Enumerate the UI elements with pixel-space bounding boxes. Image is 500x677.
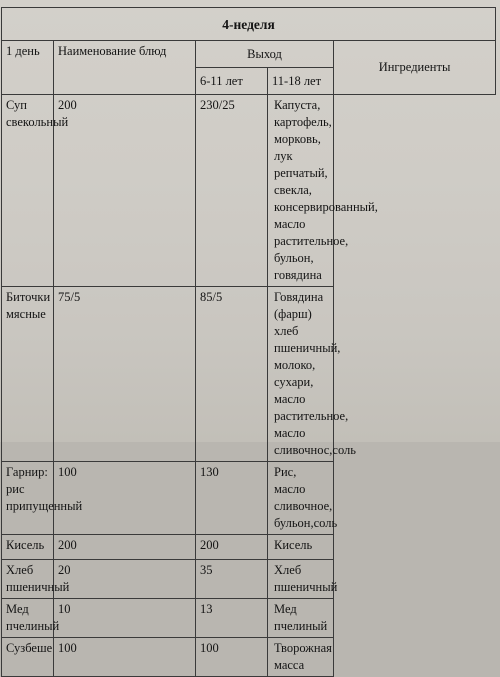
dish-name: Суп свекольный	[2, 95, 54, 287]
table-row	[2, 287, 496, 462]
output-6-11: 100	[54, 638, 196, 677]
ingredients-cell: Творожная масса	[268, 638, 334, 677]
output-6-11: 200	[54, 95, 196, 287]
age-11-18-header: 11-18 лет	[268, 68, 334, 95]
week-row	[2, 8, 496, 41]
dish-name: Гарнир: рис припущенный	[2, 462, 54, 535]
header-row	[2, 41, 496, 68]
ingredients-cell: Хлеб пшеничный	[268, 560, 334, 599]
output-6-11: 20	[54, 560, 196, 599]
menu-table	[1, 7, 496, 677]
table-row	[2, 638, 496, 677]
output-11-18: 230/25	[196, 95, 268, 287]
table-row	[2, 462, 496, 535]
dish-name: Хлеб пшеничный	[2, 560, 54, 599]
ingredients-cell: Рис, масло сливочное, бульон,соль	[268, 462, 334, 535]
output-header: Выход	[196, 41, 334, 68]
dish-name: Мед пчелиный	[2, 599, 54, 638]
dish-header: Наименование блюд	[54, 41, 196, 95]
dish-name: Кисель	[2, 535, 54, 560]
output-6-11: 75/5	[54, 287, 196, 462]
dish-name: Сузбеше	[2, 638, 54, 677]
table-row	[2, 535, 496, 560]
day-label: 1 день	[2, 41, 54, 95]
output-11-18: 130	[196, 462, 268, 535]
ingredients-cell: Мед пчелиный	[268, 599, 334, 638]
age-6-11-header: 6-11 лет	[196, 68, 268, 95]
output-11-18: 200	[196, 535, 268, 560]
output-11-18: 35	[196, 560, 268, 599]
output-11-18: 85/5	[196, 287, 268, 462]
output-6-11: 200	[54, 535, 196, 560]
ingredients-cell: Говядина (фарш) хлеб пшеничный, молоко, сухари, масло растительное, масло сливочнос,соль	[268, 287, 334, 462]
ingredients-header: Ингредиенты	[334, 41, 496, 95]
table-row	[2, 560, 496, 599]
table-row	[2, 95, 496, 287]
output-6-11: 100	[54, 462, 196, 535]
table-row	[2, 599, 496, 638]
ingredients-cell: Кисель	[268, 535, 334, 560]
week-title: 4-неделя	[2, 8, 496, 41]
output-11-18: 100	[196, 638, 268, 677]
dish-name: Биточки мясные	[2, 287, 54, 462]
output-11-18: 13	[196, 599, 268, 638]
ingredients-cell: Капуста, картофель, морковь, лук репчатый, свекла, консервированный, масло растительное, бульон, говядина	[268, 95, 334, 287]
output-6-11: 10	[54, 599, 196, 638]
